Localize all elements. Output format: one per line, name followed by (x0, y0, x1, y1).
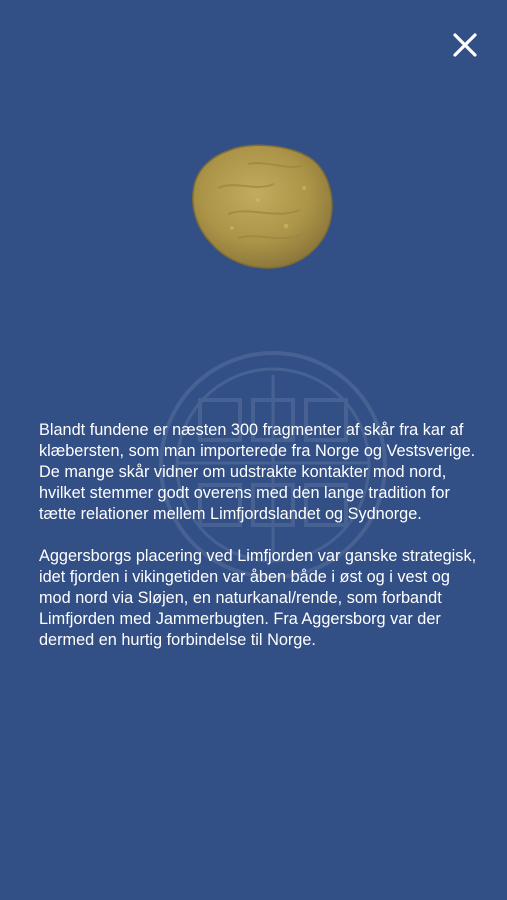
description-text (39, 420, 479, 672)
description-paragraph-1: Blandt fundene er næsten 300 fragmenter af skår fra kar af klæbersten, som man importerede fra Norge og Vestsverige. De mange skår vidner om udstrakte kontakter mod nord, hvilket stemmer godt overens med den lange tradition for tætte relationer mellem Limfjordslandet og Sydnorge. (39, 421, 476, 523)
close-icon (452, 32, 478, 58)
soapstone-shard-image (188, 140, 338, 272)
description-paragraph-2: Aggersborgs placering ved Limfjorden var ganske strategisk, idet fjorden i vikingetiden var åben både i øst og i vest og mod nord via Sløjen, en naturkanal/rende, som forbandt Limfjorden med Jammerbugten. Fra Aggersborg var der dermed en hurtig forbindelse til Norge. (39, 547, 477, 649)
close-button[interactable] (447, 27, 483, 63)
